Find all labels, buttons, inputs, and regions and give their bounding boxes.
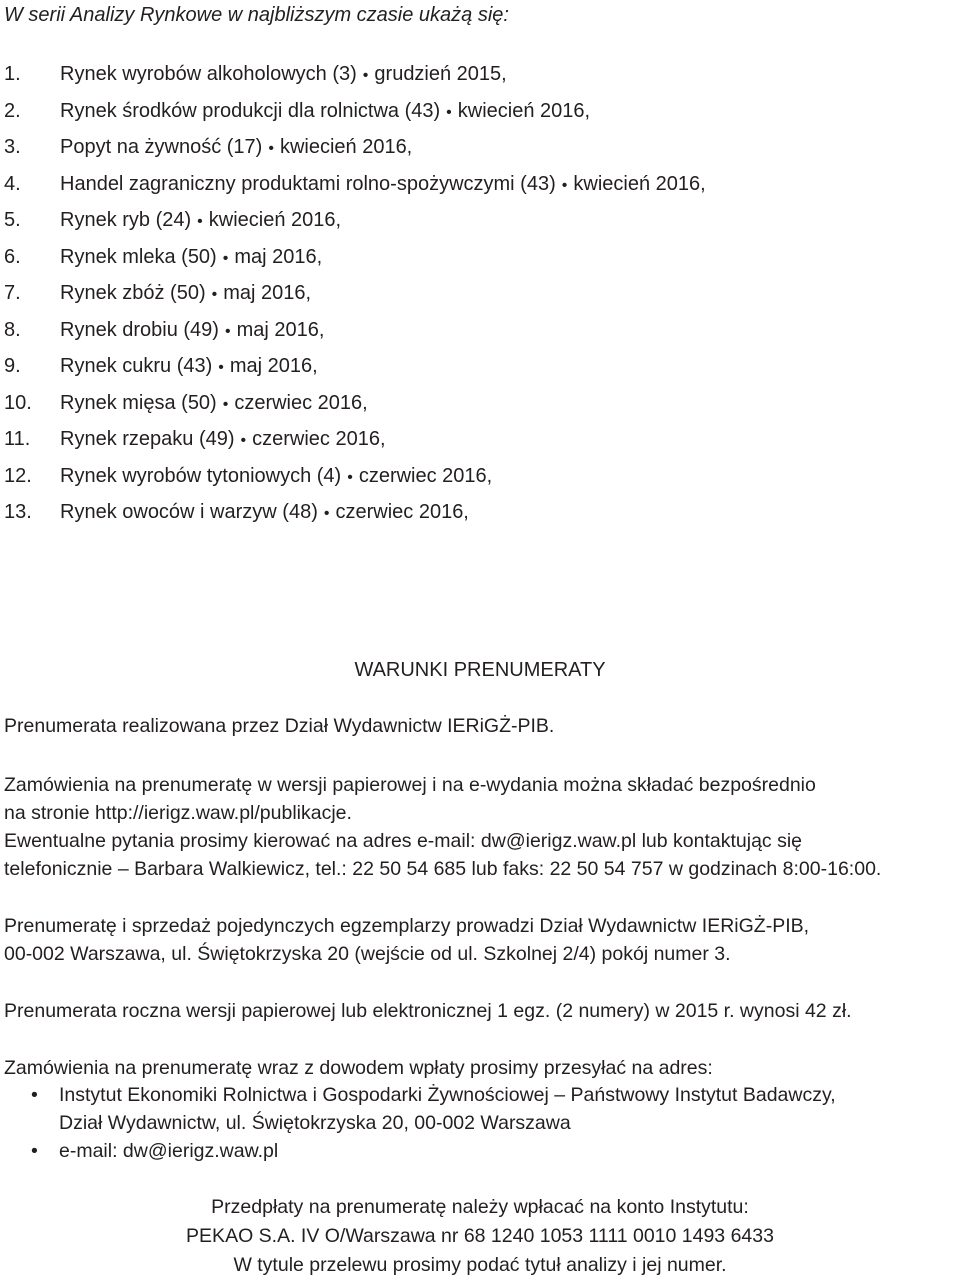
footer-line-1: Przedpłaty na prenumeratę należy wpłacać na konto Instytutu: [211,1196,749,1218]
send-intro-line: Zamówienia na prenumeratę wraz z dowodem wpłaty prosimy przesyłać na adres: [4,1057,713,1079]
list-item [4,56,706,93]
item-number: 10. [4,391,32,414]
item-title: Rynek wyrobów alkoholowych (3) [60,63,357,85]
bullet-icon: • [323,505,330,522]
list-item [4,1137,836,1165]
footer-line-3: W tytule przelewu prosimy podać tytuł analizy i jej numer. [233,1254,727,1276]
item-number: 6. [4,245,21,268]
questions-line-2: telefonicznie – Barbara Walkiewicz, tel.: 22 50 54 685 lub faks: 22 50 54 757 w godzinach 8:00-16:00. [4,858,882,880]
item-title: Rynek cukru (43) [60,355,213,377]
list-item [4,166,706,203]
item-title: Rynek drobiu (49) [60,318,219,341]
sales-paragraph [4,912,956,968]
item-title: Rynek ryb (24) [60,209,192,231]
item-title: Rynek owoców i warzyw (48) [60,501,318,523]
bullet-icon: • [347,468,353,486]
bullet-icon: • [222,395,229,413]
item-date: kwiecień 2016, [208,209,342,231]
list-item [4,202,706,239]
list-item [4,275,706,312]
item-date: kwiecień 2016, [457,99,591,122]
address-line-1: • Instytut Ekonomiki Rolnictwa i Gospodarki Żywnościowej – Państwowy Instytut Badawczy, [59,1084,836,1106]
item-date: maj 2016, [223,282,312,304]
item-title: Rynek mięsa (50) [60,391,217,414]
item-title: Rynek wyrobów tytoniowych (4) [60,464,342,487]
list-item [4,348,706,385]
item-number: 1. [4,63,21,85]
item-number: 7. [4,282,21,304]
bullet-icon: • [446,103,452,121]
item-date: grudzień 2015, [374,63,507,85]
item-title: Popyt na żywność (17) [60,136,263,158]
series-list [4,56,706,531]
email-line: • e-mail: dw@ierigz.waw.pl [59,1140,279,1162]
address-list [4,1081,836,1165]
item-date: czerwiec 2016, [358,464,493,487]
orders-paragraph [4,771,956,883]
bullet-icon: • [218,359,224,376]
item-number: 9. [4,355,21,377]
item-number: 8. [4,318,21,341]
item-title: Rynek rzepaku (49) [60,428,235,450]
list-item [4,494,706,531]
list-item [4,421,706,458]
bullet-icon: • [362,67,369,84]
item-number: 5. [4,209,21,231]
item-number: 11. [4,428,31,450]
price-line: Prenumerata roczna wersji papierowej lub elektronicznej 1 egz. (2 numery) w 2015 r. wynosi 42 zł. [4,1000,852,1022]
item-title: Rynek zbóż (50) [60,282,206,304]
item-date: maj 2016, [234,245,323,268]
bullet-icon: • [197,213,203,230]
item-number: 4. [4,172,21,195]
bullet-icon: • [268,140,274,157]
questions-line-1: Ewentualne pytania prosimy kierować na adres e-mail: dw@ierigz.waw.pl lub kontaktując się [4,830,803,852]
orders-line-1: Zamówienia na prenumeratę w wersji papierowej i na e-wydania można składać bezpośrednio [4,774,816,796]
item-date: maj 2016, [236,318,325,341]
payment-footer [0,1193,960,1280]
send-intro-paragraph [4,1054,956,1082]
footer-line-2: PEKAO S.A. IV O/Warszawa nr 68 1240 1053 1111 0010 1493 6433 [186,1225,774,1247]
item-title: Rynek mleka (50) [60,245,217,268]
bullet-icon: • [240,432,247,449]
item-date: czerwiec 2016, [252,428,386,450]
bullet-icon: • [222,249,229,267]
list-item [4,129,706,166]
item-number: 12. [4,464,32,487]
item-date: czerwiec 2016, [234,391,368,414]
bullet-icon: • [561,176,568,194]
realized-by-line: Prenumerata realizowana przez Dział Wydawnictw IERiGŻ-PIB. [4,715,555,737]
bullet-icon: • [211,286,218,303]
item-date: kwiecień 2016, [279,136,413,158]
list-item [4,385,706,422]
list-item [4,1081,836,1137]
item-date: maj 2016, [229,355,318,377]
sales-line-1: Prenumeratę i sprzedaż pojedynczych egzemplarzy prowadzi Dział Wydawnictw IERiGŻ-PIB, [4,915,810,937]
page-heading: W serii Analizy Rynkowe w najbliższym czasie ukażą się: [4,4,509,26]
list-item [4,239,706,276]
address-line-2: Dział Wydawnictw, ul. Świętokrzyska 20, 00-002 Warszawa [59,1112,571,1134]
list-item [4,93,706,130]
orders-line-2: na stronie http://ierigz.waw.pl/publikacje. [4,802,352,824]
item-number: 13. [4,501,32,523]
list-item [4,458,706,495]
item-number: 3. [4,136,21,158]
item-title: Rynek środków produkcji dla rolnictwa (43) [60,99,441,122]
sales-line-2: 00-002 Warszawa, ul. Świętokrzyska 20 (wejście od ul. Szkolnej 2/4) pokój numer 3. [4,943,731,965]
list-item [4,312,706,349]
item-title: Handel zagraniczny produktami rolno-spożywczymi (43) [60,172,556,195]
bullet-icon: • [224,322,231,340]
item-date: czerwiec 2016, [335,501,469,523]
item-date: kwiecień 2016, [573,172,706,195]
item-number: 2. [4,99,21,122]
realized-by-text [4,712,956,740]
price-paragraph [4,997,956,1025]
subscription-title: WARUNKI PRENUMERATY [354,659,606,681]
